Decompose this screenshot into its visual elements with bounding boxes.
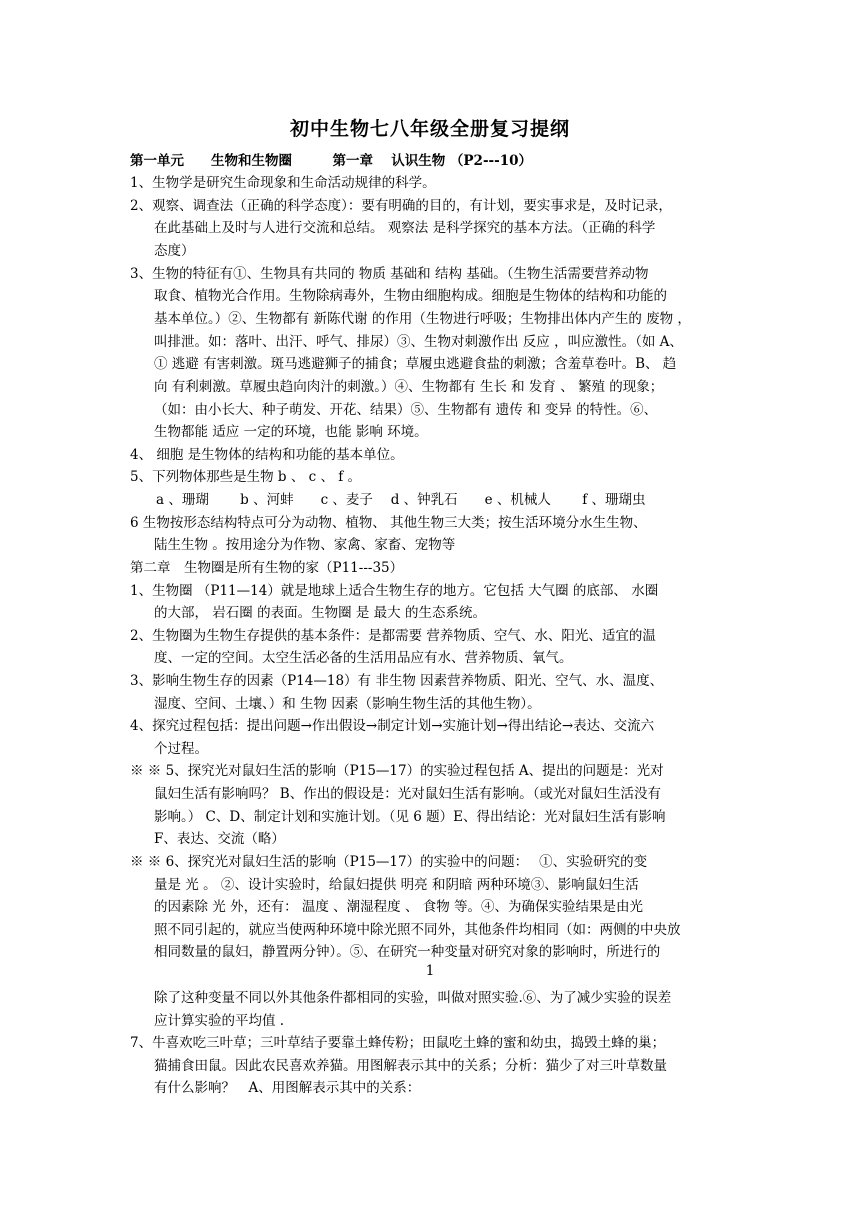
text-line: 的大部， 岩石圈 的表面。生物圈 是 最大 的生态系统。 bbox=[154, 605, 486, 621]
text-line: 量是 光 。 ②、设计实验时，给鼠妇提供 明亮 和阴暗 两种环境③、影响鼠妇生活 bbox=[154, 877, 639, 893]
text-line: 4、探究过程包括：提出问题→作出假设→制定计划→实施计划→得出结论→表达、交流六 bbox=[130, 718, 655, 734]
text-line: 1、生物圈 （P11—14）就是地球上适合生物生存的地方。它包括 大气圈 的底部、 水圈 bbox=[130, 583, 659, 599]
text-line: ※ ※ 5、探究光对鼠妇生活的影响（P15—17）的实验过程包括 A、提出的问题是：光对 bbox=[130, 763, 664, 779]
text-line: 叫排泄。如：落叶、出汗、呼气、排尿）③、生物对刺激作出 反应 ，叫应激性。（如 A、 bbox=[154, 334, 683, 350]
text-line: 4、 细胞 是生物体的结构和功能的基本单位。 bbox=[130, 447, 404, 463]
text-line: 除了这种变量不同以外其他条件都相同的实验，叫做对照实验.⑥、为了减少实验的误差 bbox=[154, 990, 672, 1006]
text-line: 2、生物圈为生物生存提供的基本条件：是都需要 营养物质、空气、水、阳光、适宜的温 bbox=[130, 628, 656, 644]
text-line: （如：由小长大、种子萌发、开花、结果）⑤、生物都有 遗传 和 变异 的特性。⑥、 bbox=[154, 402, 658, 418]
text-line: 6 生物按形态结构特点可分为动物、植物、 其他生物三大类；按生活环境分水生生物、 bbox=[130, 515, 647, 531]
document-title: 初中生物七八年级全册复习提纲 bbox=[289, 118, 570, 140]
text-line: 3、生物的特征有①、生物具有共同的 物质 基础和 结构 基础。（生物生活需要营养动物 bbox=[130, 266, 649, 282]
text-line: 有什么影响？ A、用图解表示其中的关系： bbox=[154, 1080, 421, 1096]
options-line: a 、珊瑚 b 、河蚌 c 、麦子 d 、钟乳石 e 、机械人 f 、珊瑚虫 bbox=[156, 492, 646, 508]
text-line: 陆生生物 。按用途分为作物、家禽、家畜、宠物等 bbox=[154, 537, 456, 553]
text-line: 湿度、空间、土壤、）和 生物 因素（影响生物生活的其他生物）。 bbox=[154, 696, 541, 712]
text-line: 鼠妇生活有影响吗？ B、作出的假设是：光对鼠妇生活有影响。（或光对鼠妇生活没有 bbox=[154, 786, 661, 802]
text-line: 度、一定的空间。太空生活必备的生活用品应有水、营养物质、氧气。 bbox=[154, 650, 573, 666]
text-line: 在此基础上及时与人进行交流和总结。 观察法 是科学探究的基本方法。（正确的科学 bbox=[154, 220, 656, 236]
text-line: 个过程。 bbox=[154, 741, 208, 757]
text-line: 向 有利刺激。草履虫趋向肉汁的刺激。）④、生物都有 生长 和 发育 、 繁殖 的现象； bbox=[154, 379, 664, 395]
text-line: 照不同引起的，就应当使两种环境中除光照不同外，其他条件均相同（如：两侧的中央放 bbox=[154, 922, 681, 938]
chapter-heading: 第二章 生物圈是所有生物的家（P11---35） bbox=[130, 560, 404, 576]
text-line: 2、观察、调查法（正确的科学态度）：要有明确的目的，有计划，要实事求是，及时记录， bbox=[130, 198, 672, 214]
text-line: 3、影响生物生存的因素（P14—18）有 非生物 因素营养物质、阳光、空气、水、温度、 bbox=[130, 673, 664, 689]
text-line: 5、下列物体那些是生物 b 、 c 、 f 。 bbox=[130, 469, 362, 485]
text-line: F、表达、交流（略） bbox=[154, 831, 285, 847]
text-line: 相同数量的鼠妇，静置两分钟）。⑤、在研究一种变量对研究对象的影响时，所进行的 bbox=[154, 944, 661, 960]
text-line: 态度） bbox=[154, 243, 195, 259]
text-line: 生物都能 适应 一定的环境，也能 影响 环境。 bbox=[154, 424, 428, 440]
text-line: ① 逃避 有害刺激。斑马逃避狮子的捕食；草履虫逃避食盐的刺激；含羞草卷叶。B、 趋 bbox=[154, 356, 677, 372]
text-line: 影响。） C、D、制定计划和实施计划。（见 6 题）E、得出结论：光对鼠妇生活有影响 bbox=[154, 809, 666, 825]
text-line: 7、牛喜欢吃三叶草；三叶草结子要靠土蜂传粉；田鼠吃土蜂的蜜和幼虫，捣毁土蜂的巢； bbox=[130, 1035, 666, 1051]
text-line: 的因素除 光 外，还有： 温度 、潮湿程度 、 食物 等。④、为确保实验结果是由光 bbox=[154, 899, 644, 915]
unit-heading: 第一单元 生物和生物圈 第一章 认识生物 （P2---10） bbox=[130, 153, 533, 169]
text-line: 取食、植物光合作用。生物除病毒外，生物由细胞构成。细胞是生物体的结构和功能的 bbox=[154, 288, 667, 304]
text-line: 猫捕食田鼠。因此农民喜欢养猫。用图解表示其中的关系；分析：猫少了对三叶草数量 bbox=[154, 1058, 667, 1074]
page-number: 1 bbox=[425, 963, 435, 979]
text-line: ※ ※ 6、探究光对鼠妇生活的影响（P15—17）的实验中的问题： ①、实验研究的变 bbox=[130, 854, 648, 870]
text-line: 1、生物学是研究生命现象和生命活动规律的科学。 bbox=[130, 175, 436, 191]
text-line: 应计算实验的平均值 . bbox=[154, 1013, 285, 1029]
text-line: 基本单位。）②、生物都有 新陈代谢 的作用（生物进行呼吸；生物排出体内产生的 废物 ， bbox=[154, 311, 691, 327]
